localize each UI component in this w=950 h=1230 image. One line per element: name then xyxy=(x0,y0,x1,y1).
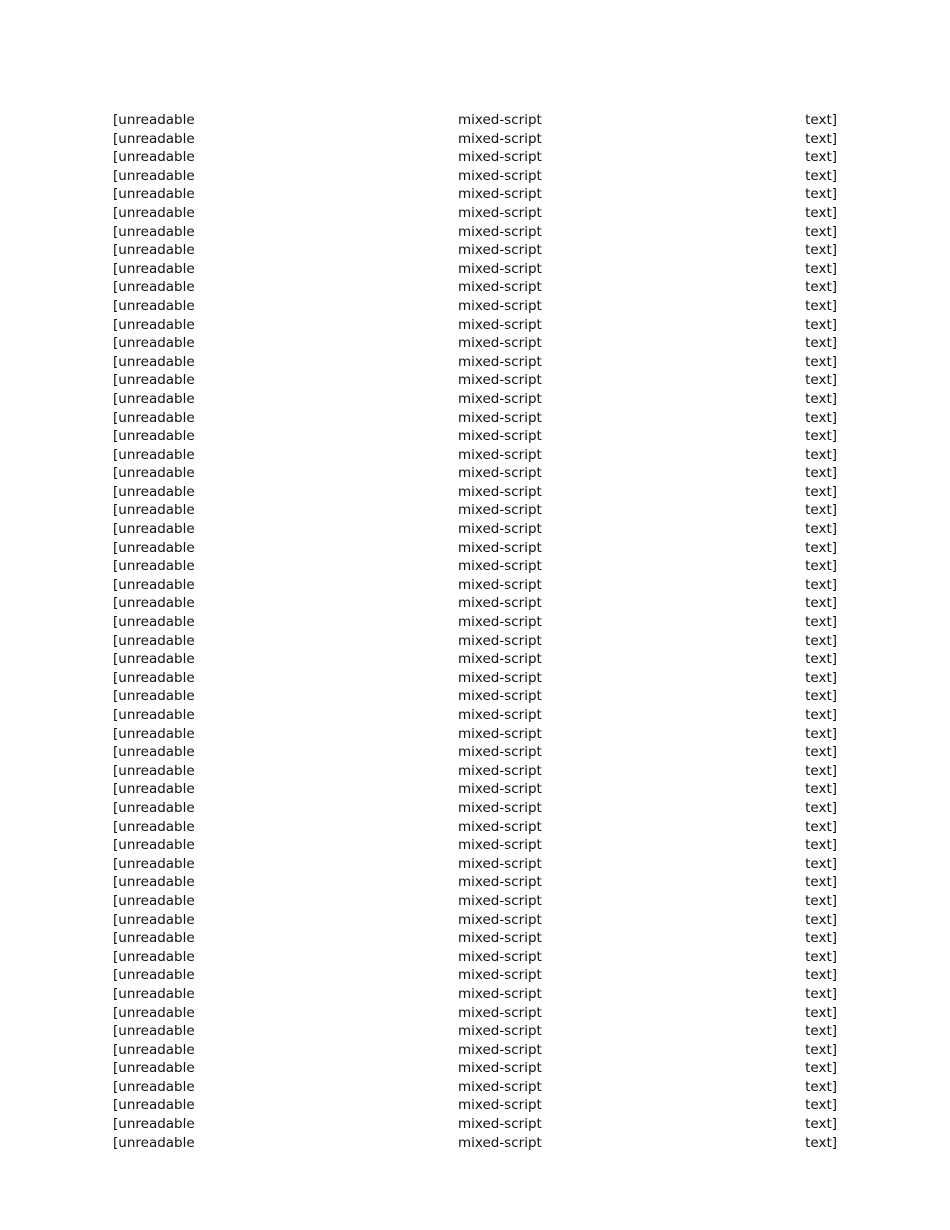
text-line: [unreadable mixed-script text] xyxy=(113,948,837,965)
text-line: [unreadable mixed-script text] xyxy=(113,316,837,333)
text-line: [unreadable mixed-script text] xyxy=(113,911,837,928)
text-line: [unreadable mixed-script text] xyxy=(113,112,837,128)
text-line: [unreadable mixed-script text] xyxy=(113,1041,837,1058)
text-line: [unreadable mixed-script text] xyxy=(113,669,837,686)
text-line: [unreadable mixed-script text] xyxy=(113,483,837,500)
text-line: [unreadable mixed-script text] xyxy=(113,818,837,835)
text-line: [unreadable mixed-script text] xyxy=(113,651,837,668)
text-line: [unreadable mixed-script text] xyxy=(113,335,837,352)
text-line: [unreadable mixed-script text] xyxy=(113,837,837,854)
text-line: [unreadable mixed-script text] xyxy=(113,614,837,631)
text-line: [unreadable mixed-script text] xyxy=(113,967,837,984)
text-line: [unreadable mixed-script text] xyxy=(113,595,837,612)
text-line: [unreadable mixed-script text] xyxy=(113,762,837,779)
text-line: [unreadable mixed-script text] xyxy=(113,428,837,445)
text-line: [unreadable mixed-script text] xyxy=(113,167,837,184)
text-line: [unreadable mixed-script text] xyxy=(113,855,837,872)
text-line: [unreadable mixed-script text] xyxy=(113,186,837,203)
text-line: [unreadable mixed-script text] xyxy=(113,502,837,519)
text-line: [unreadable mixed-script text] xyxy=(113,353,837,370)
text-line: [unreadable mixed-script text] xyxy=(113,632,837,649)
text-line: [unreadable mixed-script text] xyxy=(113,799,837,816)
text-line: [unreadable mixed-script text] xyxy=(113,260,837,277)
text-line: [unreadable mixed-script text] xyxy=(113,446,837,463)
text-line: [unreadable mixed-script text] xyxy=(113,130,837,147)
text-line: [unreadable mixed-script text] xyxy=(113,725,837,742)
text-line: [unreadable mixed-script text] xyxy=(113,1060,837,1077)
text-line: [unreadable mixed-script text] xyxy=(113,558,837,575)
text-line: [unreadable mixed-script text] xyxy=(113,465,837,482)
text-line: [unreadable mixed-script text] xyxy=(113,149,837,166)
text-line: [unreadable mixed-script text] xyxy=(113,707,837,723)
text-line: [unreadable mixed-script text] xyxy=(113,874,837,891)
text-line: [unreadable mixed-script text] xyxy=(113,279,837,296)
text-line: [unreadable mixed-script text] xyxy=(113,242,837,259)
text-line: [unreadable mixed-script text] xyxy=(113,1134,837,1151)
text-line: [unreadable mixed-script text] xyxy=(113,1004,837,1021)
text-line: [unreadable mixed-script text] xyxy=(113,223,837,240)
text-line: [unreadable mixed-script text] xyxy=(113,521,837,538)
text-line: [unreadable mixed-script text] xyxy=(113,1116,837,1133)
text-line: [unreadable mixed-script text] xyxy=(113,985,837,1002)
document-text-block xyxy=(113,111,837,1171)
text-line: [unreadable mixed-script text] xyxy=(113,204,837,221)
text-line: [unreadable mixed-script text] xyxy=(113,744,837,761)
text-line: [unreadable mixed-script text] xyxy=(113,892,837,909)
text-line: [unreadable mixed-script text] xyxy=(113,372,837,389)
text-line: [unreadable mixed-script text] xyxy=(113,1023,837,1040)
text-line: [unreadable mixed-script text] xyxy=(113,688,837,705)
text-line: [unreadable mixed-script text] xyxy=(113,390,837,407)
text-line: [unreadable mixed-script text] xyxy=(113,1097,837,1114)
text-line: [unreadable mixed-script text] xyxy=(113,297,837,314)
text-line: [unreadable mixed-script text] xyxy=(113,781,837,798)
text-line: [unreadable mixed-script text] xyxy=(113,409,837,426)
text-line: [unreadable mixed-script text] xyxy=(113,576,837,593)
text-line: [unreadable mixed-script text] xyxy=(113,539,837,556)
text-line: [unreadable mixed-script text] xyxy=(113,930,837,947)
text-line: [unreadable mixed-script text] xyxy=(113,1078,837,1095)
